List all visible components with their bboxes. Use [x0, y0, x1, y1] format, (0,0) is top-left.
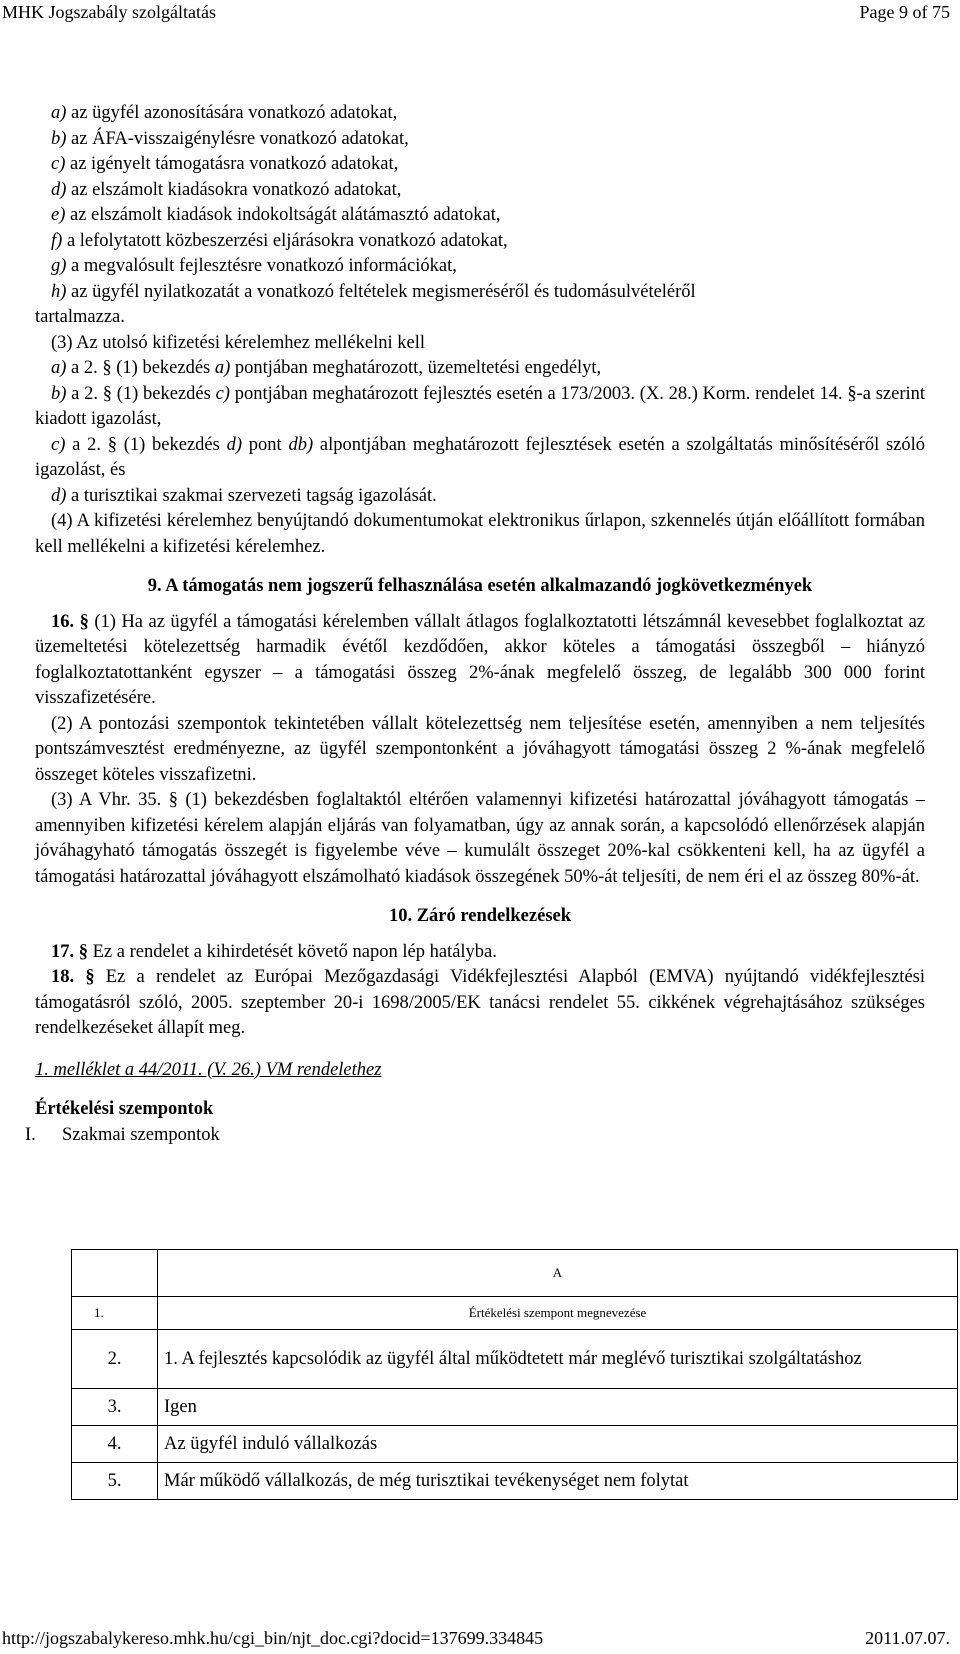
list-item: f) a lefolytatott közbeszerzési eljárásokra vonatkozó adatokat,	[51, 230, 508, 251]
para3-intro: (3) Az utolsó kifizetési kérelemhez mellékelni kell	[51, 332, 425, 353]
list-item: c) az igényelt támogatásra vonatkozó adatokat,	[51, 154, 399, 174]
table-row	[72, 1463, 958, 1500]
list-item: b) az ÁFA-visszaigénylésre vonatkozó adatokat,	[51, 128, 409, 149]
list-item: d) az elszámolt kiadásokra vonatkozó adatokat,	[51, 179, 402, 200]
s17: 17. § Ez a rendelet a kihirdetését követő napon lép hatályba.	[51, 941, 497, 962]
table-column-header: A	[158, 1250, 958, 1297]
table-row-number: 4.	[72, 1426, 158, 1463]
para4: (4) A kifizetési kérelemhez benyújtandó dokumentumokat elektronikus űrlapon, szkennelés útján előállított formában kell mellékelni a kifizetési kérelemhez.	[35, 511, 925, 557]
table-cell: Az ügyfél induló vállalkozás	[158, 1426, 958, 1463]
document-body	[25, 101, 926, 1148]
list-item: e) az elszámolt kiadások indokoltságát alátámasztó adatokat,	[51, 205, 501, 225]
para3-item-d: d) a turisztikai szakmai szervezeti tagság igazolását.	[51, 485, 437, 506]
list-item: h) az ügyfél nyilatkozatát a vonatkozó feltételek megismeréséről és tudomásulvételéről	[51, 281, 696, 302]
s16-p1: 16. § (1) Ha az ügyfél a támogatási kérelemben vállalt átlagos foglalkoztatotti létszámnál kevesebbet foglalkoztat az üzemeltetési kötelezettség harmadik évétől kezdődően, akkor köteles a támogatási összegből – hiányzó foglalkoztatottanként egyszer – a támogatási összeg 2%-ának megfelelő összeg, de legalább 300 000 forint visszafizetésére.	[35, 611, 926, 708]
table-row	[72, 1426, 958, 1463]
section-i-num: I.	[25, 1124, 36, 1145]
table-row	[72, 1250, 958, 1297]
footer-date: 2011.07.07.	[865, 1628, 950, 1648]
list-tail: tartalmazza.	[35, 307, 125, 327]
list-item: a) az ügyfél azonosítására vonatkozó adatokat,	[51, 103, 398, 123]
table-row	[72, 1330, 958, 1389]
eval-title: Értékelési szempontok	[35, 1099, 214, 1119]
section-10-heading: 10. Záró rendelkezések	[388, 906, 572, 926]
section-i-label: Szakmai szempontok	[62, 1124, 220, 1145]
para3-item-c: c) a 2. § (1) bekezdés d) pont db) alpontjában meghatározott fejlesztések esetén a szolgáltatás minősítéséről szóló igazolást, és	[35, 434, 926, 480]
table-cell: Értékelési szempont megnevezése	[158, 1297, 958, 1330]
header-title: MHK Jogszabály szolgáltatás	[2, 2, 216, 22]
table-row-number: 1.	[72, 1297, 158, 1330]
s18: 18. § Ez a rendelet az Európai Mezőgazdasági Vidékfejlesztési Alapból (EMVA) nyújtandó vidékfejlesztési támogatásról szóló, 2005. szeptember 20-i 1698/2005/EK tanácsi rendelet 55. cikkének végrehajtásához szükséges rendelkezéseket állapít meg.	[35, 967, 925, 1038]
list-item: g) a megvalósult fejlesztésre vonatkozó információkat,	[51, 256, 457, 276]
footer-url[interactable]: http://jogszabalykereso.mhk.hu/cgi_bin/njt_doc.cgi?docid=137699.334845	[2, 1628, 544, 1648]
section-9-heading: 9. A támogatás nem jogszerű felhasználása esetén alkalmazandó jogkövetkezmények	[147, 576, 813, 596]
page-number: Page 9 of 75	[859, 2, 950, 22]
table-row	[72, 1297, 958, 1330]
table-row-number: 5.	[72, 1463, 158, 1500]
criteria-table	[71, 1249, 958, 1500]
annex-link[interactable]: 1. melléklet a 44/2011. (V. 26.) VM rendelethez	[35, 1059, 382, 1080]
table-row-number: 2.	[72, 1330, 158, 1389]
table-cell: Igen	[158, 1389, 958, 1426]
table-row-number: 3.	[72, 1389, 158, 1426]
table-cell: 1. A fejlesztés kapcsolódik az ügyfél által működtetett már meglévő turisztikai szolgáltatáshoz	[158, 1330, 958, 1389]
s16-p3: (3) A Vhr. 35. § (1) bekezdésben foglaltaktól eltérően valamennyi kifizetési határozattal jóváhagyott támogatás – amennyiben kifizetési kérelem alapján eljárás van folyamatban, úgy az annak során, a kapcsolódó ellenőrzések alapján jóváhagyható támogatás összegét is figyelembe véve – kumulált összeget 20%-kal csökkenteni kell, ha az ügyfél a támogatási határozattal jóváhagyott elszámolható kiadások összegének 50%-át teljesíti, de nem éri el az összeg 80%-át.	[35, 790, 925, 887]
table-cell	[72, 1250, 158, 1297]
para3-item-b: b) a 2. § (1) bekezdés c) pontjában meghatározott fejlesztés esetén a 173/2003. (X. 28.) Korm. rendelet 14. §-a szerint kiadott igazolást,	[35, 383, 926, 429]
section-i	[25, 1123, 925, 1149]
table-row	[72, 1389, 958, 1426]
table-cell: Már működő vállalkozás, de még turisztikai tevékenységet nem folytat	[158, 1463, 958, 1500]
s16-p2: (2) A pontozási szempontok tekintetében vállalt kötelezettség nem teljesítése esetén, amennyiben a nem teljesítés pontszámvesztést eredményezne, az ügyfél szempontonként a jóváhagyott támogatási összeg 2 %-ának megfelelő összeget köteles visszafizetni.	[35, 713, 925, 785]
para3-item-a: a) a 2. § (1) bekezdés a) pontjában meghatározott, üzemeltetési engedélyt,	[51, 358, 602, 378]
